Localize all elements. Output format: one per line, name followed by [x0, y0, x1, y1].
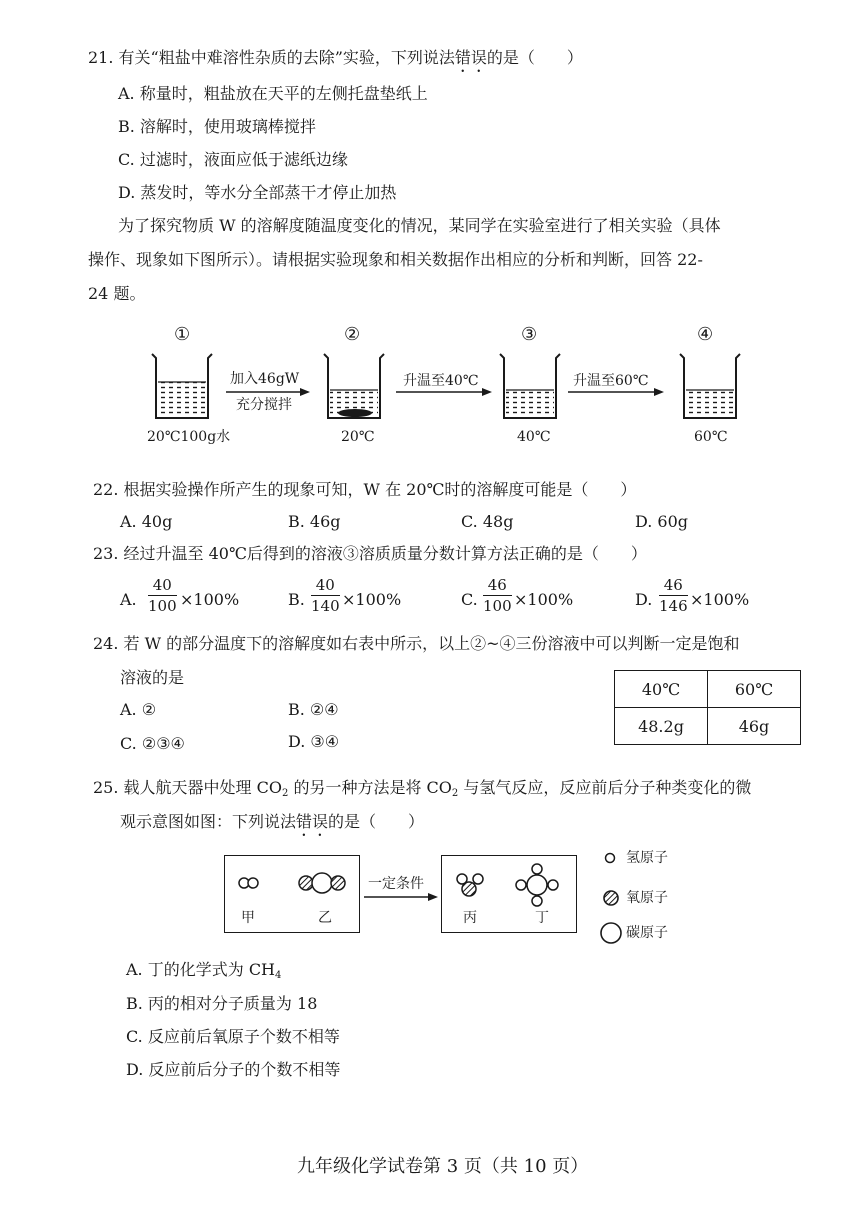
beaker-1-label: 20℃100g水 — [147, 429, 231, 445]
q25-option-a: A. 丁的化学式为 $CH_4$ — [126, 960, 282, 981]
intro-line-1: 为了探究物质 W 的溶解度随温度变化的情况，某同学在实验室进行了相关实验（具体 — [118, 216, 721, 235]
molecule-diagram — [0, 845, 860, 945]
beaker-number-3: ③ — [521, 324, 538, 345]
q22-option-a: A. 40g — [120, 512, 173, 531]
q24-stem-line-2: 溶液的是 — [120, 668, 185, 687]
q24-option-b: B. ②④ — [288, 700, 339, 719]
hydrogen-legend-icon — [606, 854, 615, 863]
arrow-1-label-top: 加入46gW — [230, 371, 300, 387]
q23-option-a-letter: A. — [120, 590, 137, 609]
beaker-experiment-figure — [0, 345, 860, 465]
q25-stem-line-2: 观示意图如图：下列说法错误的是（ ） — [120, 812, 425, 831]
beaker-2 — [324, 354, 384, 418]
page-footer: 九年级化学试卷第 3 页（共 10 页） — [297, 1156, 589, 1177]
table-header-40c: 40℃ — [615, 671, 708, 708]
solubility-table — [614, 670, 801, 745]
co2-molecule — [299, 873, 345, 893]
solubility-table-header-row — [615, 671, 801, 708]
arrow-2-label: 升温至40℃ — [403, 373, 479, 389]
q23-option-c-fraction: $\frac{46}{100}$ — [483, 576, 512, 615]
beaker-3-label: 40℃ — [517, 429, 551, 445]
ch4-molecule — [516, 864, 558, 906]
q23-option-a-tail: ×100% — [180, 590, 240, 609]
reaction-condition-label: 一定条件 — [368, 876, 424, 892]
q22-option-d: D. 60g — [635, 512, 689, 531]
h2o-molecule — [457, 874, 483, 896]
beaker-3 — [500, 354, 560, 418]
q25-option-c: C. 反应前后氧原子个数不相等 — [126, 1027, 340, 1046]
table-value-40c: 48.2g — [615, 708, 708, 745]
q23-option-b-tail: ×100% — [342, 590, 402, 609]
legend-hydrogen: 氢原子 — [626, 850, 668, 866]
carbon-legend-icon — [601, 923, 621, 943]
q24-option-c: C. ②③④ — [120, 734, 185, 753]
beaker-number-2: ② — [344, 324, 361, 345]
undissolved-solid — [338, 409, 372, 417]
q21-option-b: B. 溶解时，使用玻璃棒搅拌 — [118, 117, 316, 136]
q21-option-d: D. 蒸发时，等水分全部蒸干才停止加热 — [118, 183, 397, 202]
arrow-3-label: 升温至60℃ — [573, 373, 649, 389]
table-header-60c: 60℃ — [708, 671, 801, 708]
intro-line-2: 操作、现象如下图所示）。请根据实验现象和相关数据作出相应的分析和判断，回答 22- — [88, 250, 703, 269]
q23-option-c-letter: C. — [461, 590, 478, 609]
intro-line-3: 24 题。 — [88, 284, 146, 303]
table-value-60c: 46g — [708, 708, 801, 745]
legend-carbon: 碳原子 — [626, 925, 668, 941]
beaker-1 — [152, 354, 212, 418]
q24-option-a: A. ② — [120, 700, 157, 719]
legend-oxygen: 氧原子 — [626, 890, 668, 906]
q22-option-b: B. 46g — [288, 512, 341, 531]
beaker-4-label: 60℃ — [694, 429, 728, 445]
q23-option-b-fraction: $\frac{40}{140}$ — [311, 576, 340, 615]
q21-stem: 21. 有关“粗盐中难溶性杂质的去除”实验，下列说法错误的是（ ） — [88, 48, 583, 67]
q23-stem: 23. 经过升温至 40℃后得到的溶液③溶质质量分数计算方法正确的是（ ） — [93, 544, 647, 563]
arrow-1-label-bottom: 充分搅拌 — [236, 397, 292, 413]
beaker-4 — [680, 354, 740, 418]
q22-stem: 22. 根据实验操作所产生的现象可知，W 在 20℃时的溶解度可能是（ ） — [93, 480, 637, 499]
label-bing: 丙 — [463, 910, 477, 926]
q21-option-c: C. 过滤时，液面应低于滤纸边缘 — [118, 150, 348, 169]
solubility-table-value-row — [615, 708, 801, 745]
h2-molecule — [239, 878, 258, 888]
label-ding: 丁 — [535, 910, 549, 926]
beaker-2-label: 20℃ — [341, 429, 375, 445]
q24-option-d: D. ③④ — [288, 732, 340, 751]
q24-stem-line-1: 24. 若 W 的部分温度下的溶解度如右表中所示，以上②~④三份溶液中可以判断一定是饱和 — [93, 634, 740, 653]
q22-option-c: C. 48g — [461, 512, 514, 531]
q23-option-a-fraction: $\frac{40}{100}$ — [148, 576, 177, 615]
q23-option-d-letter: D. — [635, 590, 653, 609]
oxygen-legend-icon — [604, 891, 618, 905]
q25-option-d: D. 反应前后分子的个数不相等 — [126, 1060, 341, 1079]
q23-option-b-letter: B. — [288, 590, 305, 609]
q23-option-c-tail: ×100% — [514, 590, 574, 609]
beaker-number-1: ① — [174, 324, 191, 345]
label-jia: 甲 — [241, 910, 255, 926]
q23-option-d-tail: ×100% — [690, 590, 750, 609]
beaker-number-4: ④ — [697, 324, 714, 345]
q25-stem-line-1: 25. 载人航天器中处理 $CO_2$ 的另一种方法是将 $CO_2$ 与氢气反应，反应前后分子种类变化的微 — [93, 778, 752, 799]
q21-option-a: A. 称量时，粗盐放在天平的左侧托盘垫纸上 — [118, 84, 428, 103]
label-yi: 乙 — [318, 910, 332, 926]
q25-option-b: B. 丙的相对分子质量为 18 — [126, 994, 318, 1013]
q23-option-d-fraction: $\frac{46}{146}$ — [659, 576, 688, 615]
